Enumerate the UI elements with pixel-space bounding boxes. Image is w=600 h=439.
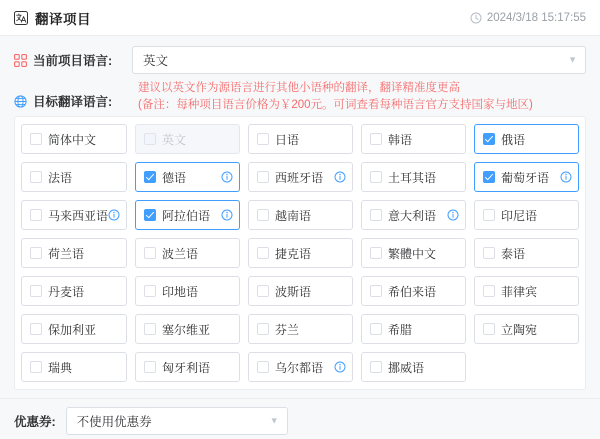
checkbox-icon[interactable]	[370, 171, 382, 183]
language-label: 芬兰	[275, 322, 300, 337]
language-label: 挪威语	[388, 360, 425, 375]
language-option[interactable]	[135, 276, 240, 306]
language-option[interactable]	[248, 200, 353, 230]
language-option[interactable]	[474, 200, 579, 230]
source-language-label-group	[14, 51, 132, 69]
checkbox-icon[interactable]	[370, 323, 382, 335]
language-label: 俄语	[501, 132, 526, 147]
language-label: 土耳其语	[388, 170, 437, 185]
checkbox-icon[interactable]	[144, 209, 156, 221]
language-option[interactable]	[361, 124, 466, 154]
language-label: 荷兰语	[48, 246, 85, 261]
checkbox-icon[interactable]	[370, 133, 382, 145]
language-option[interactable]	[21, 314, 127, 344]
language-option[interactable]	[248, 276, 353, 306]
language-label: 希腊	[388, 322, 413, 337]
source-language-label: 当前项目语言:	[33, 54, 113, 68]
checkbox-icon[interactable]	[257, 247, 269, 259]
language-label: 印地语	[162, 284, 199, 299]
language-label: 德语	[162, 170, 187, 185]
grid-icon	[14, 54, 27, 67]
info-icon[interactable]	[334, 171, 346, 183]
checkbox-icon[interactable]	[144, 323, 156, 335]
language-option[interactable]	[248, 352, 353, 382]
language-option[interactable]	[135, 314, 240, 344]
language-option[interactable]	[248, 162, 353, 192]
checkbox-icon[interactable]	[144, 361, 156, 373]
checkbox-icon[interactable]	[257, 285, 269, 297]
main-content	[0, 36, 600, 390]
page-title: 翻译项目	[35, 11, 91, 27]
info-icon[interactable]	[560, 171, 572, 183]
language-label: 简体中文	[48, 132, 97, 147]
checkbox-icon[interactable]	[30, 133, 42, 145]
checkbox-icon[interactable]	[30, 209, 42, 221]
language-option[interactable]	[474, 314, 579, 344]
language-option	[135, 124, 240, 154]
checkbox-icon[interactable]	[483, 285, 495, 297]
language-label: 希伯来语	[388, 284, 437, 299]
language-option[interactable]	[361, 276, 466, 306]
checkbox-icon[interactable]	[257, 209, 269, 221]
language-option[interactable]	[21, 200, 127, 230]
checkbox-icon[interactable]	[483, 133, 495, 145]
checkbox-icon[interactable]	[257, 323, 269, 335]
language-label: 匈牙利语	[162, 360, 211, 375]
coupon-value: 不使用优惠券	[76, 415, 152, 429]
checkbox-icon[interactable]	[30, 323, 42, 335]
globe-icon	[14, 95, 27, 108]
checkbox-icon[interactable]	[30, 171, 42, 183]
timestamp-text: 2024/3/18 15:17:55	[486, 11, 586, 24]
checkbox-icon[interactable]	[370, 247, 382, 259]
clock-icon	[470, 12, 482, 24]
window-header	[0, 0, 600, 36]
checkbox-icon[interactable]	[144, 171, 156, 183]
language-option[interactable]	[474, 238, 579, 268]
header-timestamp-group	[470, 12, 586, 24]
language-label: 泰语	[501, 246, 526, 261]
checkbox-icon[interactable]	[257, 171, 269, 183]
language-option[interactable]	[21, 352, 127, 382]
checkbox-icon[interactable]	[30, 247, 42, 259]
language-label: 波斯语	[275, 284, 312, 299]
language-label: 越南语	[275, 208, 312, 223]
language-label: 保加利亚	[48, 322, 97, 337]
language-label: 立陶宛	[501, 322, 538, 337]
source-language-select[interactable]	[132, 46, 586, 74]
checkbox-icon[interactable]	[30, 361, 42, 373]
language-option[interactable]	[361, 352, 466, 382]
language-label: 韩语	[388, 132, 413, 147]
checkbox-icon[interactable]	[483, 171, 495, 183]
footer-bar	[0, 398, 600, 435]
language-panel	[14, 116, 586, 390]
language-option[interactable]	[361, 238, 466, 268]
coupon-label: 优惠券:	[14, 415, 56, 429]
hint-line-2: (备注：每种项目语言价格为￥200元。可词查看每种语言官方支持国家与地区)	[138, 99, 533, 111]
source-language-value: 英文	[143, 54, 169, 68]
info-icon[interactable]	[334, 361, 346, 373]
language-label: 西班牙语	[275, 170, 324, 185]
language-option[interactable]	[474, 162, 579, 192]
checkbox-icon[interactable]	[30, 285, 42, 297]
language-option[interactable]	[21, 238, 127, 268]
language-label: 日语	[275, 132, 300, 147]
language-label: 英文	[162, 132, 187, 147]
checkbox-icon[interactable]	[483, 247, 495, 259]
target-language-label-group	[14, 92, 132, 110]
language-option[interactable]	[135, 238, 240, 268]
chevron-down-icon: ▼	[269, 415, 279, 426]
target-language-label: 目标翻译语言:	[33, 95, 113, 109]
language-option[interactable]	[135, 352, 240, 382]
language-label: 法语	[48, 170, 73, 185]
language-option[interactable]	[248, 124, 353, 154]
checkbox-icon[interactable]	[370, 209, 382, 221]
checkbox-icon[interactable]	[257, 133, 269, 145]
language-grid	[21, 124, 579, 382]
source-language-row	[14, 46, 586, 74]
info-icon[interactable]	[221, 171, 233, 183]
language-option[interactable]	[474, 276, 579, 306]
checkbox-icon[interactable]	[144, 285, 156, 297]
language-label: 马来西亚语	[48, 208, 109, 223]
language-label: 丹麦语	[48, 284, 85, 299]
hint-line-1: 建议以英文作为源语言进行其他小语种的翻译，翻译精准度更高	[138, 82, 460, 94]
language-label: 乌尔都语	[275, 360, 324, 375]
language-label: 瑞典	[48, 360, 73, 375]
header-left	[14, 8, 91, 28]
language-option[interactable]	[21, 162, 127, 192]
language-label: 意大利语	[388, 208, 437, 223]
language-option[interactable]	[21, 124, 127, 154]
language-option[interactable]	[21, 276, 127, 306]
info-icon[interactable]	[108, 209, 120, 221]
language-option[interactable]	[474, 124, 579, 154]
language-option[interactable]	[361, 162, 466, 192]
language-label: 繁體中文	[388, 246, 437, 261]
checkbox-icon[interactable]	[370, 361, 382, 373]
language-option[interactable]	[248, 238, 353, 268]
info-icon[interactable]	[221, 209, 233, 221]
language-label: 印尼语	[501, 208, 538, 223]
language-option[interactable]	[248, 314, 353, 344]
language-label: 菲律宾	[501, 284, 538, 299]
checkbox-icon	[144, 133, 156, 145]
language-label: 捷克语	[275, 246, 312, 261]
language-label: 葡萄牙语	[501, 170, 550, 185]
translate-icon	[14, 11, 28, 25]
info-icon[interactable]	[447, 209, 459, 221]
checkbox-icon[interactable]	[483, 323, 495, 335]
checkbox-icon[interactable]	[370, 285, 382, 297]
coupon-select[interactable]	[66, 407, 288, 435]
language-option[interactable]	[135, 200, 240, 230]
checkbox-icon[interactable]	[144, 247, 156, 259]
checkbox-icon[interactable]	[483, 209, 495, 221]
language-label: 阿拉伯语	[162, 208, 211, 223]
language-label: 塞尔维亚	[162, 322, 211, 337]
checkbox-icon[interactable]	[257, 361, 269, 373]
language-label: 波兰语	[162, 246, 199, 261]
language-option[interactable]	[361, 314, 466, 344]
language-option[interactable]	[361, 200, 466, 230]
chevron-down-icon: ▼	[568, 54, 577, 65]
language-option[interactable]	[135, 162, 240, 192]
